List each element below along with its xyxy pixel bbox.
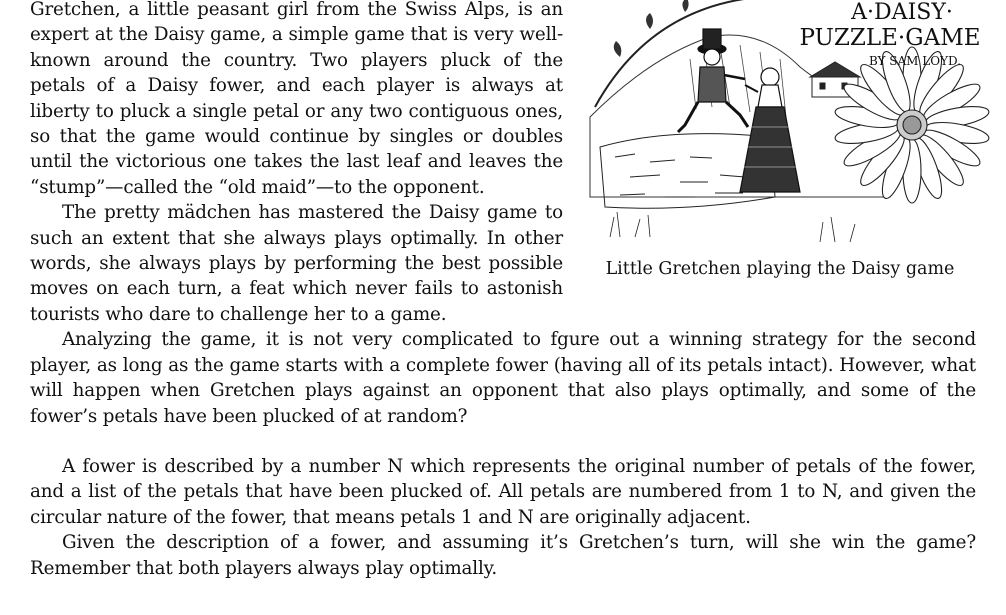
figure-daisy-game <box>590 0 981 287</box>
paragraph-analysis: Analyzing the game, it is not very complicated to fgure out a winning strategy for the second player, as long as the game starts with a complete fower (having all of its petals intact). However, what will happen when Gretchen plays against an opponent that also plays optimally, and some of the fower’s petals have been plucked of at random? <box>30 329 976 427</box>
art-title-line2: PUZZLE·GAME <box>799 25 981 51</box>
paragraph-flower-description: A fower is described by a number N which represents the original number of petals of the fower, and a list of the petals that have been plucked of. All petals are numbered from 1 to N, and given the circular nature of the fower, that means petals 1 and N are originally adjacent. <box>30 455 976 528</box>
paragraph-gap <box>30 429 976 454</box>
figure-caption: Little Gretchen playing the Daisy game <box>605 259 955 279</box>
art-title-line3: BY SAM LOYD. <box>868 54 962 68</box>
problem-statement <box>30 0 981 581</box>
daisy-illustration <box>590 0 981 249</box>
paragraph-question: Given the description of a fower, and assuming it’s Gretchen’s turn, will she win the game? Remember that both players always play optimally. <box>30 532 976 579</box>
art-title-line1: A·DAISY· <box>851 0 953 25</box>
intro-block <box>30 0 981 327</box>
paragraph-optimal-play: The pretty mädchen has mastered the Daisy game to such an extent that she always plays optimally. In other words, she always plays by performing the best possible moves on each turn, a feat which never fails to astonish tourists who dare to challenge her to a game. <box>30 202 563 325</box>
paragraph-intro: Gretchen, a little peasant girl from the Swiss Alps, is an expert at the Daisy game, a simple game that is very well-known around the country. Two players pluck of the petals of a Daisy fower, and each player is always at liberty to pluck a single petal or any two contiguous ones, so that the game would continue by singles or doubles until the victorious one takes the last leaf and leaves the “stump”—called the “old maid”—to the opponent. <box>30 0 563 198</box>
